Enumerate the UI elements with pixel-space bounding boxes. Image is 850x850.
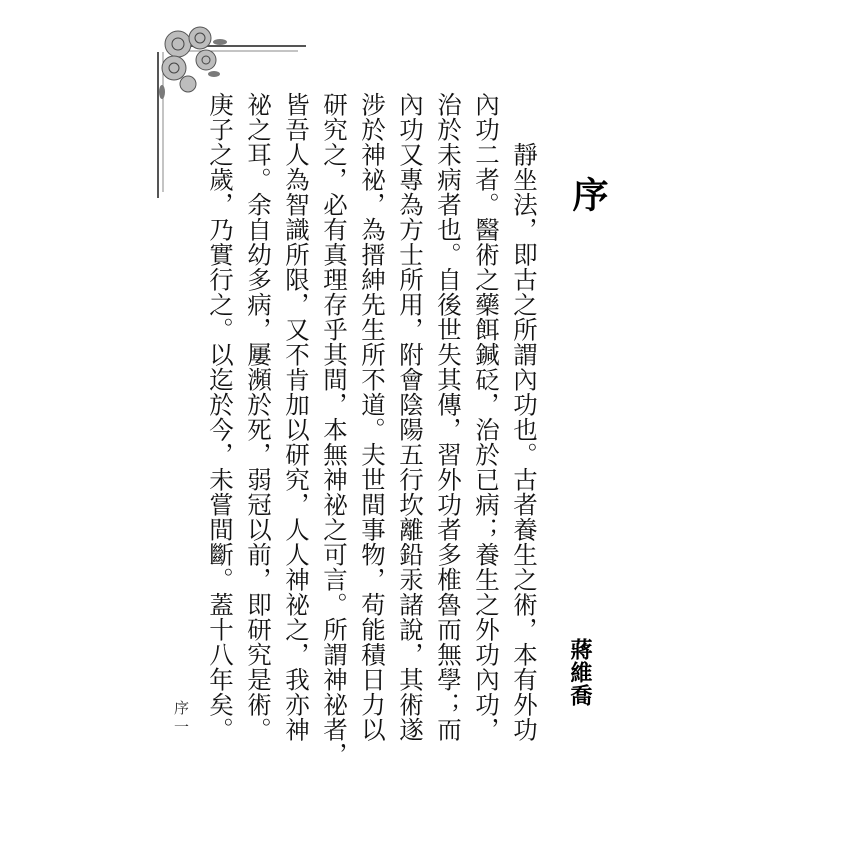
text-column: 庚子之歲，乃實行之。以迄於今，未嘗間斷。蓋十八年矣。 (206, 92, 235, 742)
text-column: 治於未病者也。自後世失其傳，習外功者多椎魯而無學；而 (434, 92, 463, 742)
text-column: 研究之，必有真理存乎其間，本無神祕之可言。所謂神祕者， (320, 92, 349, 767)
text-column: 內功二者。醫術之藥餌鍼砭，治於已病；養生之外功內功， (472, 92, 501, 742)
page-number: 序一 (172, 700, 190, 738)
text-column: 靜坐法，即古之所謂內功也。古者養生之術，本有外功 (510, 142, 539, 742)
text-column: 涉於神祕，為搢紳先生所不道。夫世間事物，苟能積日力以 (358, 92, 387, 742)
author-name: 蔣維喬 (567, 638, 593, 707)
text-column: 皆吾人為智識所限，又不肯加以研究，人人神祕之，我亦神 (282, 92, 311, 742)
text-column: 內功又專為方士所用，附會陰陽五行坎離鉛汞諸說，其術遂 (396, 92, 425, 742)
text-column: 祕之耳。余自幼多病，屢瀕於死，弱冠以前，即研究是術。 (244, 92, 273, 742)
page-title: 序 (567, 176, 609, 212)
